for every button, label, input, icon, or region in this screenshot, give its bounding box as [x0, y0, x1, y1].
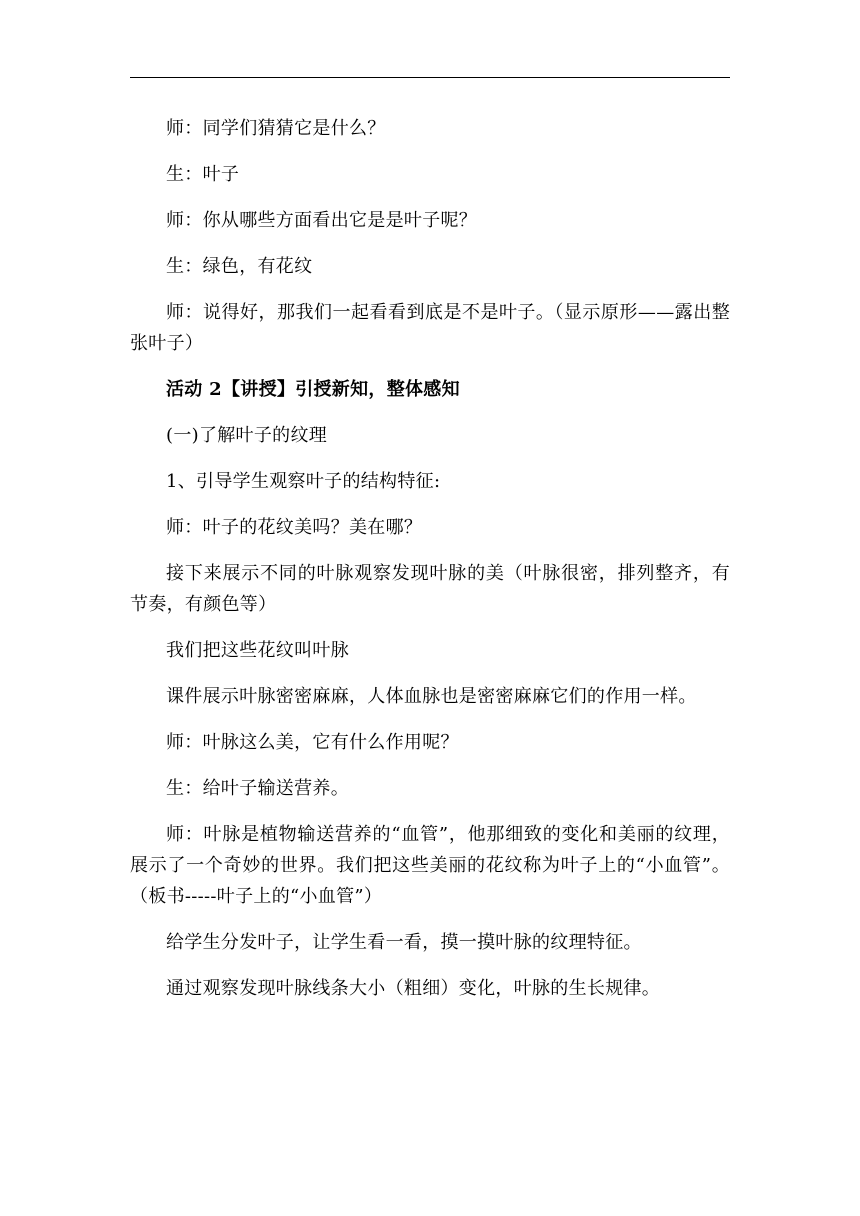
paragraph-teacher-function: 师：叶脉这么美，它有什么作用呢？	[166, 732, 459, 753]
paragraph-teacher-how: 师：你从哪些方面看出它是是叶子呢？	[166, 210, 478, 231]
paragraph-teacher-question: 师：同学们猜猜它是什么？	[166, 118, 386, 139]
paragraph-call-veins: 我们把这些花纹叫叶脉	[166, 640, 349, 661]
paragraph-student-nutrition: 生：给叶子输送营养。	[166, 778, 349, 799]
paragraph-show-veins: 接下来展示不同的叶脉观察发现叶脉的美（叶脉很密，排列整齐，有节奏，有颜色等）	[130, 563, 730, 615]
paragraph-student-green: 生：绿色，有花纹	[166, 256, 313, 277]
paragraph-courseware-veins: 课件展示叶脉密密麻麻，人体血脉也是密密麻麻它们的作用一样。	[166, 686, 697, 707]
subheading-leaf-texture: (一)了解叶子的纹理	[166, 425, 328, 446]
paragraph-teacher-beauty: 师：叶子的花纹美吗？美在哪？	[166, 517, 423, 538]
header-rule	[130, 77, 730, 78]
document-body	[130, 113, 730, 1019]
paragraph-teacher-reveal: 师：说得好，那我们一起看看到底是不是叶子。（显示原形——露出整张叶子）	[130, 302, 730, 354]
paragraph-observe-growth: 通过观察发现叶脉线条大小（粗细）变化，叶脉的生长规律。	[166, 978, 661, 999]
section-heading-activity-2: 活动 2【讲授】引授新知，整体感知	[166, 379, 460, 400]
list-item-observe-structure: 1、引导学生观察叶子的结构特征:	[166, 471, 441, 492]
paragraph-distribute-leaves: 给学生分发叶子，让学生看一看，摸一摸叶脉的纹理特征。	[166, 932, 642, 953]
paragraph-teacher-blood-vessels: 师：叶脉是植物输送营养的“血管”，他那细致的变化和美丽的纹理，展示了一个奇妙的世界。我们把这些美丽的花纹称为叶子上的“小血管”。（板书-----叶子上的“小血管”）	[130, 824, 730, 907]
paragraph-student-answer-leaf: 生：叶子	[166, 164, 240, 185]
